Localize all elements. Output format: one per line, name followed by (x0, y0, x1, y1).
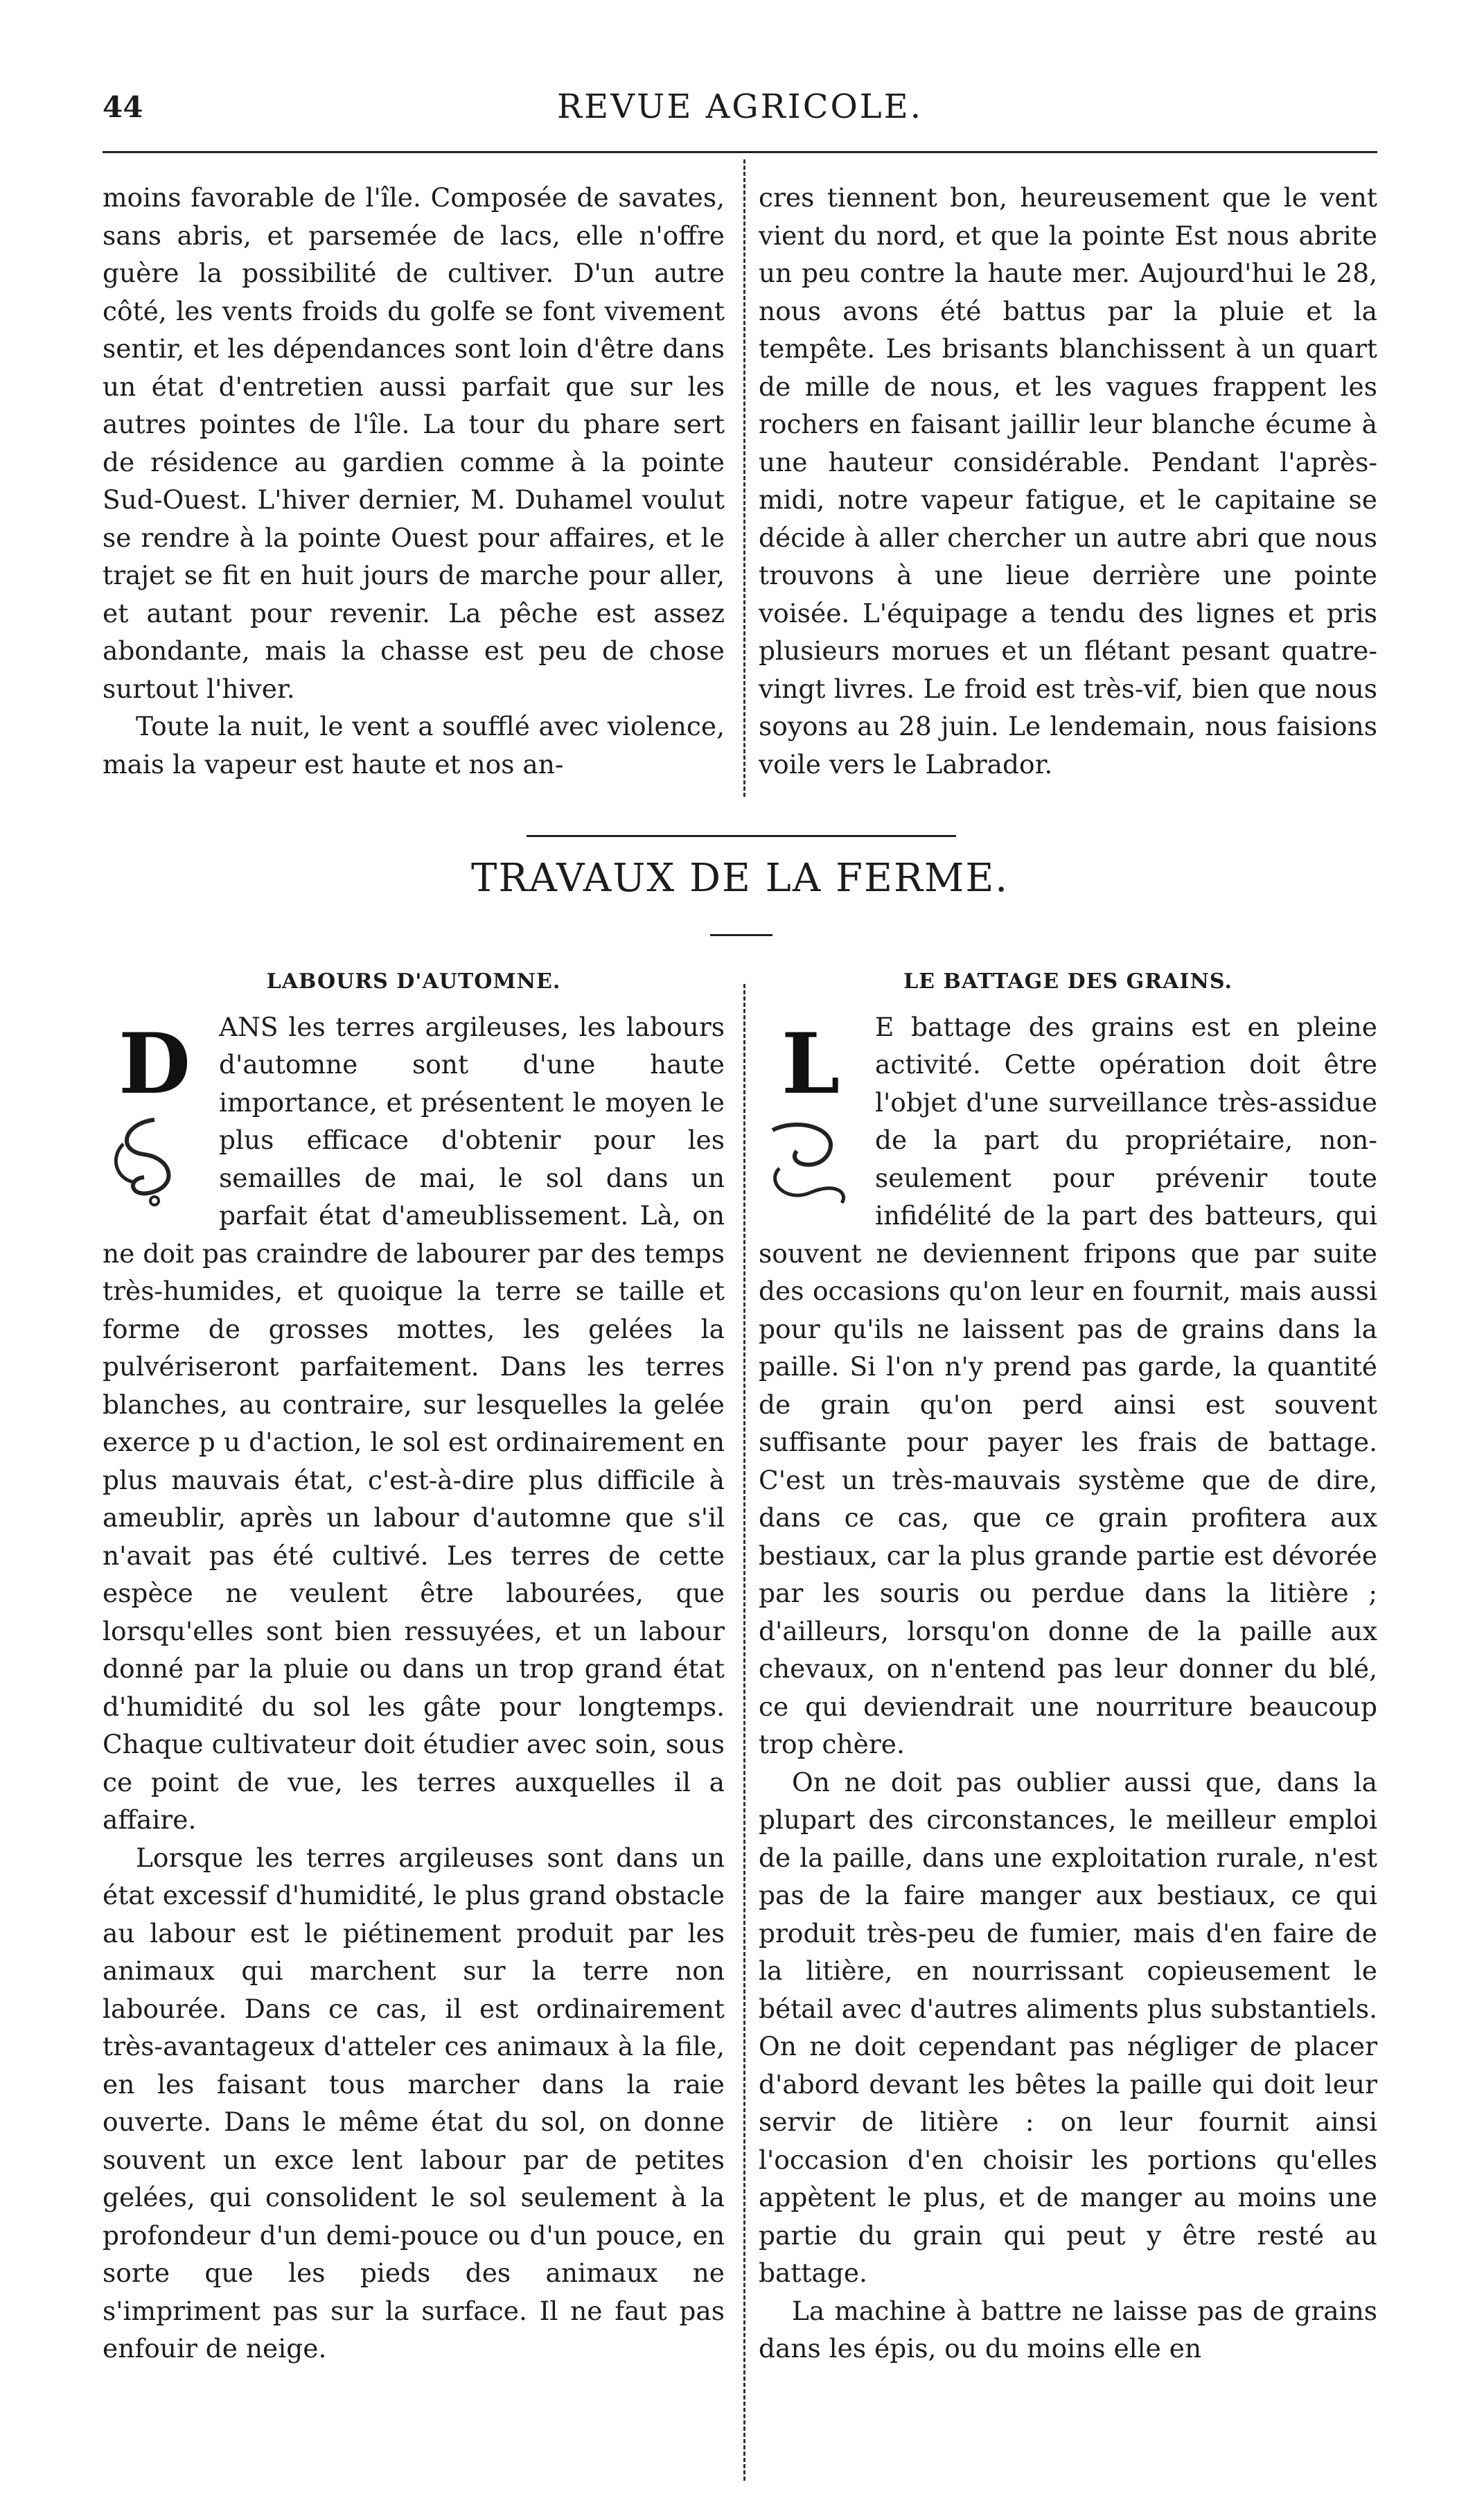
paragraph: E battage des grains est en pleine activité. Cette opération doit être l'objet d'une surveillance très-assidue de la part du propriétaire, non-seulement pour prévenir toute infidélité de la part des batteurs, qui souvent ne deviennent fripons que par suite des occasions qu'on leur en fournit, mais aussi pour qu'ils ne laissent pas de grains dans la paille. Si l'on n'y prend pas garde, la quantité de grain qu'on perd ainsi est souvent suffisante pour payer les frais de battage. C'est un très-mauvais système que de dire, dans ce cas, que ce grain profitera aux bestiaux, car la plus grande partie est dévorée par les souris ou perdue dans la litière ; d'ailleurs, lorsqu'on donne de la paille aux chevaux, on n'entend pas leur donner du blé, ce qui deviendrait une nourriture beaucoup trop chère. (759, 1011, 1377, 1759)
paragraph: moins favorable de l'île. Composée de savates, sans abris, et parsemée de lacs, elle n'offre guère la possibilité de cultiver. D'un autre côté, les vents froids du golfe se font vivement sentir, et les dépendances sont loin d'être dans un état d'entretien aussi parfait que sur les autres pointes de l'île. La tour du phare sert de résidence au gardien comme à la pointe Sud-Ouest. L'hiver dernier, M. Duhamel voulut se rendre à la pointe Ouest pour affaires, et le trajet se fit en huit jours de marche pour aller, et autant pour revenir. La pêche est assez abondante, mais la chasse est peu de chose surtout l'hiver. (103, 182, 725, 704)
paragraph: cres tiennent bon, heureusement que le vent vient du nord, et que la pointe Est nous abrite un peu contre la haute mer. Aujourd'hui le 28, nous avons été battus par la pluie et la tempête. Les brisants blanchissent à un quart de mille de nous, et les vagues frappent les rochers en faisant jaillir leur blanche écume à une hauteur considérable. Pendant l'après-midi, notre vapeur fatigue, et le capitaine se décide à aller chercher un autre abri que nous trouvons à une lieue derrière une pointe voisée. L'équipage a tendu des lignes et pris plusieurs morues et un flétant pesant quatre-vingt livres. Le froid est très-vif, bien que nous soyons au 28 juin. Le lendemain, nous faisions voile vers le Labrador. (759, 182, 1377, 780)
paragraph: On ne doit pas oublier aussi que, dans la plupart des circonstances, le meilleur emploi de la paille, dans une exploitation rurale, n'est pas de la faire manger aux bestiaux, ce qui produit très-peu de fumier, mais d'en faire de la litière, en nourrissant copieusement le bétail avec d'autres aliments plus substantiels. On ne doit cependant pas négliger de placer d'abord devant les bêtes la paille qui doit leur servir de litière : on leur fournit ainsi l'occasion d'en choisir les portions qu'elles appètent le plus, et de manger au moins une partie du grain qui peut y être resté au battage. (759, 1766, 1377, 2288)
top-left-column (103, 179, 725, 783)
page-header (103, 83, 1377, 132)
section-short-rule (710, 934, 772, 936)
page-number: 44 (103, 90, 143, 124)
section-title: TRAVAUX DE LA FERME. (470, 856, 1009, 901)
section-rule (527, 835, 956, 837)
drop-cap (759, 1012, 863, 1213)
column-divider (743, 984, 745, 2481)
paragraph: ANS les terres argileuses, les labours d'automne sont d'une haute importance, et présentent le moyen le plus efficace d'obtenir pour les semailles de mai, le sol dans un parfait état d'ameublissement. Là, on ne doit pas craindre de labourer par des temps très-humides, et quoique la terre se taille et forme de grosses mottes, les gelées la pulvériseront parfaitement. Dans les terres blanches, au contraire, sur lesquelles la gelée exerce p u d'action, le sol est ordinairement en plus mauvais état, c'est-à-dire plus difficile à ameublir, après un labour d'automne que s'il n'avait pas été cultivé. Les terres de cette espèce ne veulent être labourées, que lorsqu'elles sont bien ressuyées, et un labour donné par la pluie ou dans un trop grand état d'humidité du sol les gâte pour longtemps. Chaque cultivateur doit étudier avec soin, sous ce point de vue, les terres auxquelles il a affaire. (103, 1011, 725, 1835)
drop-cap (103, 1012, 206, 1213)
right-article (759, 963, 1377, 2368)
drop-cap-letter: D (118, 1014, 191, 1113)
paragraph: Toute la nuit, le vent a soufflé avec violence, mais la vapeur est haute et nos an- (103, 711, 725, 780)
ornamental-l-icon (759, 1116, 863, 1206)
paragraph: Lorsque les terres argileuses sont dans un état excessif d'humidité, le plus grand obstacle au labour est le piétinement produit par les animaux qui marchent sur la terre non labourée. Dans ce cas, il est ordinairement très-avantageux d'atteler ces animaux à la file, en les faisant tous marcher dans la raie ouverte. Dans le même état du sol, on donne souvent un exce lent labour par de petites gelées, qui consolident le sol seulement à la profondeur d'un demi-pouce ou d'un pouce, en sorte que les pieds des animaux ne s'impriment pas sur la surface. Il ne faut pas enfouir de neige. (103, 1842, 725, 2364)
running-title: REVUE AGRICOLE. (557, 87, 923, 126)
paragraph: La machine à battre ne laisse pas de grains dans les épis, ou du moins elle en (759, 2295, 1377, 2364)
column-divider (743, 159, 745, 797)
drop-cap-letter: L (781, 1014, 840, 1113)
article-heading: LE BATTAGE DES GRAINS. (903, 969, 1233, 994)
left-article (103, 963, 725, 2368)
article-heading: LABOURS D'AUTOMNE. (266, 969, 561, 994)
top-right-column (759, 179, 1377, 783)
ornamental-d-icon (103, 1116, 206, 1206)
header-rule (103, 151, 1377, 153)
